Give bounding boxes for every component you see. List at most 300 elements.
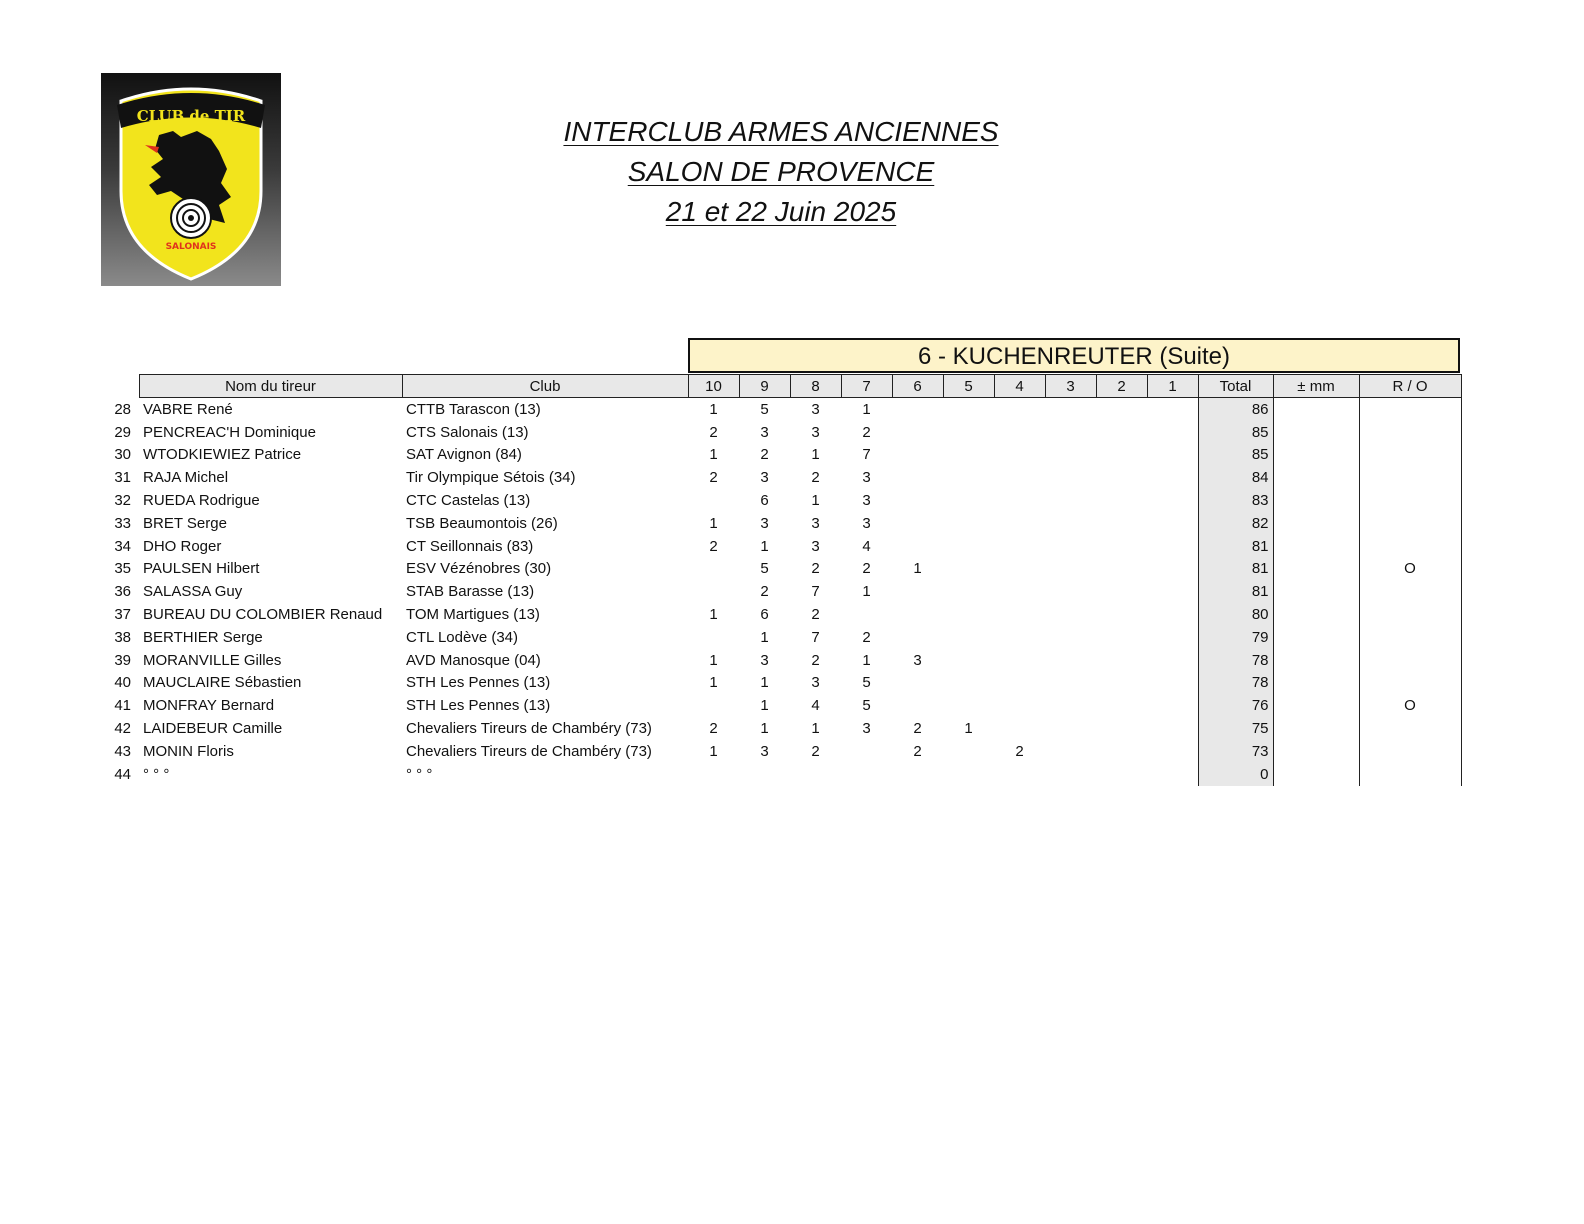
- club-cell: TSB Beaumontois (26): [406, 514, 558, 532]
- score-cell: [943, 421, 994, 444]
- score-cell: [1045, 512, 1096, 535]
- score-cell: [943, 740, 994, 763]
- score-cell: 4: [811, 697, 820, 715]
- score-cell: [1147, 398, 1198, 421]
- shooter-name-cell: PAULSEN Hilbert: [143, 560, 260, 578]
- score-cell: [892, 444, 943, 467]
- score-cell: [943, 466, 994, 489]
- club-cell: AVD Manosque (04): [406, 651, 541, 669]
- mm-cell: [1273, 466, 1359, 489]
- score-cell: 2: [811, 560, 820, 578]
- table-row: [108, 672, 1461, 695]
- score-cell: 1: [709, 606, 718, 624]
- ro-cell: [1359, 444, 1461, 467]
- ro-cell: [1359, 398, 1461, 421]
- results-table: [108, 374, 1462, 786]
- score-cell: 2: [709, 423, 718, 441]
- score-cell: [994, 466, 1045, 489]
- score-cell: 1: [760, 628, 769, 646]
- ro-cell: [1359, 740, 1461, 763]
- rank-cell: 28: [114, 400, 131, 418]
- ro-cell: [1359, 649, 1461, 672]
- score-1-header: 1: [1147, 375, 1198, 398]
- score-cell: [1045, 763, 1096, 786]
- mm-cell: [1273, 421, 1359, 444]
- score-cell: [994, 535, 1045, 558]
- score-cell: 1: [709, 674, 718, 692]
- club-cell: ° ° °: [406, 765, 433, 783]
- score-cell: 5: [862, 674, 871, 692]
- score-cell: [1096, 603, 1147, 626]
- score-cell: 1: [709, 514, 718, 532]
- score-cell: [841, 603, 892, 626]
- shooter-name-cell: DHO Roger: [143, 537, 222, 555]
- score-cell: [1147, 603, 1198, 626]
- score-cell: [994, 558, 1045, 581]
- score-cell: [1045, 740, 1096, 763]
- score-cell: 1: [760, 674, 769, 692]
- shooter-name-cell: MONIN Floris: [143, 742, 234, 760]
- total-cell: 81: [1198, 580, 1273, 603]
- score-cell: 1: [709, 742, 718, 760]
- shooter-name-cell: SALASSA Guy: [143, 583, 243, 601]
- score-cell: 1: [811, 446, 820, 464]
- title-line-1: INTERCLUB ARMES ANCIENNES: [563, 116, 999, 147]
- mm-cell: [1273, 740, 1359, 763]
- total-cell: 81: [1198, 558, 1273, 581]
- score-cell: 1: [964, 720, 973, 738]
- score-cell: [994, 603, 1045, 626]
- rank-cell: 29: [114, 423, 131, 441]
- club-cell: TOM Martigues (13): [406, 606, 540, 624]
- score-cell: [1096, 763, 1147, 786]
- score-cell: 1: [709, 400, 718, 418]
- score-cell: 1: [862, 651, 871, 669]
- table-row: [108, 444, 1461, 467]
- score-cell: 3: [760, 469, 769, 487]
- total-cell: 83: [1198, 489, 1273, 512]
- rank-header: [108, 375, 139, 398]
- shooter-name-cell: MONFRAY Bernard: [143, 697, 275, 715]
- score-6-header: 6: [892, 375, 943, 398]
- score-cell: [994, 672, 1045, 695]
- score-cell: [1045, 672, 1096, 695]
- shooter-name-cell: WTODKIEWIEZ Patrice: [143, 446, 302, 464]
- score-cell: 2: [811, 651, 820, 669]
- score-7-header: 7: [841, 375, 892, 398]
- shooter-name-cell: RAJA Michel: [143, 469, 229, 487]
- mm-cell: [1273, 580, 1359, 603]
- score-cell: [688, 626, 739, 649]
- total-cell: 82: [1198, 512, 1273, 535]
- total-cell: 78: [1198, 649, 1273, 672]
- score-cell: [1096, 649, 1147, 672]
- score-3-header: 3: [1045, 375, 1096, 398]
- score-cell: 4: [862, 537, 871, 555]
- score-cell: [1147, 580, 1198, 603]
- mm-cell: [1273, 717, 1359, 740]
- table-row: [108, 649, 1461, 672]
- logo-top-text: CLUB de TIR: [136, 107, 246, 125]
- score-cell: [943, 603, 994, 626]
- score-cell: 2: [709, 537, 718, 555]
- shooter-name-cell: BUREAU DU COLOMBIER Renaud: [143, 606, 383, 624]
- table-row: [108, 421, 1461, 444]
- score-cell: [1147, 535, 1198, 558]
- club-cell: CTC Castelas (13): [406, 492, 531, 510]
- table-header-row: [108, 375, 1461, 398]
- score-cell: 3: [760, 514, 769, 532]
- score-cell: 3: [811, 400, 820, 418]
- score-cell: [1147, 466, 1198, 489]
- score-cell: [1096, 694, 1147, 717]
- table-row: [108, 489, 1461, 512]
- total-cell: 73: [1198, 740, 1273, 763]
- score-cell: [943, 512, 994, 535]
- rank-cell: 30: [114, 446, 131, 464]
- score-cell: [1045, 694, 1096, 717]
- total-cell: 84: [1198, 466, 1273, 489]
- score-cell: [688, 763, 739, 786]
- score-cell: [892, 603, 943, 626]
- table-row: [108, 512, 1461, 535]
- score-cell: [994, 626, 1045, 649]
- score-cell: [1147, 694, 1198, 717]
- score-cell: [943, 444, 994, 467]
- shooter-name-cell: MORANVILLE Gilles: [143, 651, 282, 669]
- document-title: [481, 112, 1081, 232]
- name-header: Nom du tireur: [139, 375, 402, 398]
- mm-cell: [1273, 763, 1359, 786]
- score-cell: [943, 398, 994, 421]
- score-cell: [1096, 626, 1147, 649]
- score-cell: 3: [913, 651, 922, 669]
- shooter-name-cell: RUEDA Rodrigue: [143, 492, 260, 510]
- club-cell: SAT Avignon (84): [406, 446, 522, 464]
- mm-cell: [1273, 626, 1359, 649]
- score-cell: [1147, 717, 1198, 740]
- score-cell: [892, 763, 943, 786]
- score-cell: [841, 763, 892, 786]
- score-cell: 2: [811, 606, 820, 624]
- ro-cell: O: [1359, 694, 1461, 717]
- score-cell: [1096, 466, 1147, 489]
- score-cell: [1096, 740, 1147, 763]
- rank-cell: 37: [114, 606, 131, 624]
- score-cell: 3: [862, 469, 871, 487]
- results-body: [108, 398, 1461, 786]
- club-header: Club: [402, 375, 688, 398]
- score-cell: [1045, 489, 1096, 512]
- score-cell: [1096, 421, 1147, 444]
- rank-cell: 33: [114, 514, 131, 532]
- score-cell: 6: [760, 606, 769, 624]
- score-cell: 3: [862, 492, 871, 510]
- score-cell: [943, 580, 994, 603]
- rank-cell: 42: [114, 720, 131, 738]
- score-cell: [892, 398, 943, 421]
- score-cell: [1096, 535, 1147, 558]
- total-cell: 85: [1198, 444, 1273, 467]
- score-cell: [1096, 398, 1147, 421]
- table-row: [108, 580, 1461, 603]
- ro-cell: [1359, 603, 1461, 626]
- ro-cell: [1359, 489, 1461, 512]
- score-8-header: 8: [790, 375, 841, 398]
- table-row: [108, 603, 1461, 626]
- total-cell: 81: [1198, 535, 1273, 558]
- mm-header: ± mm: [1273, 375, 1359, 398]
- score-cell: [1045, 626, 1096, 649]
- total-cell: 75: [1198, 717, 1273, 740]
- score-cell: 2: [709, 720, 718, 738]
- score-cell: [1045, 535, 1096, 558]
- score-cell: [1096, 489, 1147, 512]
- score-cell: [1147, 558, 1198, 581]
- score-cell: [994, 421, 1045, 444]
- ro-cell: [1359, 512, 1461, 535]
- score-cell: [1147, 421, 1198, 444]
- score-cell: [1147, 672, 1198, 695]
- score-cell: [739, 763, 790, 786]
- title-line-2: SALON DE PROVENCE: [627, 156, 935, 187]
- score-cell: [892, 672, 943, 695]
- mm-cell: [1273, 649, 1359, 672]
- shooter-name-cell: PENCREAC'H Dominique: [143, 423, 316, 441]
- score-cell: [1147, 444, 1198, 467]
- score-cell: 5: [862, 697, 871, 715]
- club-cell: STAB Barasse (13): [406, 583, 535, 601]
- score-cell: [688, 580, 739, 603]
- table-row: [108, 763, 1461, 786]
- table-row: [108, 466, 1461, 489]
- score-cell: 2: [760, 446, 769, 464]
- score-cell: 2: [862, 560, 871, 578]
- club-cell: Chevaliers Tireurs de Chambéry (73): [406, 742, 652, 760]
- ro-cell: [1359, 421, 1461, 444]
- score-cell: 6: [760, 492, 769, 510]
- score-cell: [1045, 421, 1096, 444]
- score-cell: [994, 489, 1045, 512]
- score-10-header: 10: [688, 375, 739, 398]
- score-5-header: 5: [943, 375, 994, 398]
- logo-bottom-text: SALONAIS: [165, 242, 217, 252]
- score-cell: 3: [760, 651, 769, 669]
- club-cell: Tir Olympique Sétois (34): [406, 469, 576, 487]
- score-cell: 3: [862, 514, 871, 532]
- score-cell: [994, 694, 1045, 717]
- score-cell: 3: [862, 720, 871, 738]
- score-cell: [994, 512, 1045, 535]
- shooter-name-cell: BERTHIER Serge: [143, 628, 263, 646]
- table-row: [108, 398, 1461, 421]
- shooter-name-cell: LAIDEBEUR Camille: [143, 720, 283, 738]
- rank-cell: 40: [114, 674, 131, 692]
- club-logo: [101, 73, 281, 286]
- rank-cell: 32: [114, 492, 131, 510]
- score-cell: [1045, 717, 1096, 740]
- score-cell: 3: [811, 423, 820, 441]
- score-cell: [943, 763, 994, 786]
- rank-cell: 34: [114, 537, 131, 555]
- score-cell: 1: [862, 583, 871, 601]
- score-cell: [892, 421, 943, 444]
- table-row: [108, 558, 1461, 581]
- score-cell: 1: [760, 537, 769, 555]
- mm-cell: [1273, 398, 1359, 421]
- score-9-header: 9: [739, 375, 790, 398]
- ro-cell: [1359, 717, 1461, 740]
- total-cell: 76: [1198, 694, 1273, 717]
- club-cell: CTTB Tarascon (13): [406, 400, 541, 418]
- score-cell: [943, 626, 994, 649]
- total-cell: 80: [1198, 603, 1273, 626]
- score-cell: [892, 466, 943, 489]
- score-cell: [1045, 466, 1096, 489]
- score-4-header: 4: [994, 375, 1045, 398]
- score-cell: [994, 763, 1045, 786]
- total-cell: 0: [1198, 763, 1273, 786]
- score-cell: [790, 763, 841, 786]
- score-cell: [994, 444, 1045, 467]
- score-cell: 7: [811, 583, 820, 601]
- score-cell: [994, 649, 1045, 672]
- score-cell: [892, 626, 943, 649]
- total-header: Total: [1198, 375, 1273, 398]
- rank-cell: 35: [114, 560, 131, 578]
- score-cell: [892, 512, 943, 535]
- score-cell: [688, 694, 739, 717]
- rank-cell: 31: [114, 469, 131, 487]
- score-cell: [688, 489, 739, 512]
- score-cell: 1: [760, 720, 769, 738]
- score-cell: 2: [913, 720, 922, 738]
- mm-cell: [1273, 489, 1359, 512]
- total-cell: 79: [1198, 626, 1273, 649]
- score-cell: [943, 672, 994, 695]
- mm-cell: [1273, 603, 1359, 626]
- score-cell: [1096, 580, 1147, 603]
- table-row: [108, 694, 1461, 717]
- ro-cell: [1359, 535, 1461, 558]
- score-cell: 7: [811, 628, 820, 646]
- score-cell: 2: [913, 742, 922, 760]
- score-cell: [1045, 444, 1096, 467]
- score-cell: [892, 580, 943, 603]
- score-cell: [994, 580, 1045, 603]
- score-cell: [1096, 558, 1147, 581]
- mm-cell: [1273, 444, 1359, 467]
- score-cell: [943, 535, 994, 558]
- score-cell: 2: [862, 628, 871, 646]
- table-row: [108, 535, 1461, 558]
- score-2-header: 2: [1096, 375, 1147, 398]
- score-cell: [1045, 580, 1096, 603]
- score-cell: 3: [760, 742, 769, 760]
- score-cell: [1147, 489, 1198, 512]
- score-cell: 1: [913, 560, 922, 578]
- score-cell: 2: [862, 423, 871, 441]
- club-cell: Chevaliers Tireurs de Chambéry (73): [406, 720, 652, 738]
- rank-cell: 39: [114, 651, 131, 669]
- score-cell: 3: [760, 423, 769, 441]
- score-cell: 3: [811, 537, 820, 555]
- score-cell: [1096, 717, 1147, 740]
- score-cell: [892, 489, 943, 512]
- score-cell: 2: [760, 583, 769, 601]
- score-cell: [943, 489, 994, 512]
- score-cell: 1: [709, 446, 718, 464]
- score-cell: 1: [709, 651, 718, 669]
- club-cell: ESV Vézénobres (30): [406, 560, 552, 578]
- title-line-3: 21 et 22 Juin 2025: [665, 196, 897, 227]
- score-cell: 3: [811, 514, 820, 532]
- score-cell: [1096, 512, 1147, 535]
- mm-cell: [1273, 558, 1359, 581]
- score-cell: [1147, 649, 1198, 672]
- table-row: [108, 740, 1461, 763]
- club-cell: STH Les Pennes (13): [406, 697, 551, 715]
- score-cell: 3: [811, 674, 820, 692]
- total-cell: 78: [1198, 672, 1273, 695]
- club-cell: CTL Lodève (34): [406, 628, 519, 646]
- score-cell: 2: [1015, 742, 1024, 760]
- club-cell: CT Seillonnais (83): [406, 537, 534, 555]
- mm-cell: [1273, 512, 1359, 535]
- table-row: [108, 626, 1461, 649]
- score-cell: 1: [811, 492, 820, 510]
- rank-cell: 44: [114, 765, 131, 783]
- score-cell: 1: [760, 697, 769, 715]
- score-cell: 7: [862, 446, 871, 464]
- score-cell: 2: [811, 469, 820, 487]
- mm-cell: [1273, 672, 1359, 695]
- total-cell: 85: [1198, 421, 1273, 444]
- score-cell: [1147, 740, 1198, 763]
- score-cell: 1: [862, 400, 871, 418]
- rank-cell: 43: [114, 742, 131, 760]
- ro-cell: [1359, 466, 1461, 489]
- ro-cell: [1359, 580, 1461, 603]
- score-cell: [1045, 558, 1096, 581]
- ro-cell: [1359, 672, 1461, 695]
- score-cell: [892, 535, 943, 558]
- ro-header: R / O: [1359, 375, 1461, 398]
- score-cell: [1045, 649, 1096, 672]
- mm-cell: [1273, 694, 1359, 717]
- score-cell: [1147, 626, 1198, 649]
- score-cell: 5: [760, 560, 769, 578]
- score-cell: [994, 717, 1045, 740]
- shooter-name-cell: VABRE René: [143, 400, 233, 418]
- score-cell: [892, 694, 943, 717]
- club-cell: STH Les Pennes (13): [406, 674, 551, 692]
- mm-cell: [1273, 535, 1359, 558]
- ro-cell: [1359, 626, 1461, 649]
- score-cell: [1045, 398, 1096, 421]
- section-banner: 6 - KUCHENREUTER (Suite): [688, 338, 1460, 373]
- ro-cell: O: [1359, 558, 1461, 581]
- score-cell: [688, 558, 739, 581]
- score-cell: [1147, 763, 1198, 786]
- score-cell: 5: [760, 400, 769, 418]
- score-cell: 1: [811, 720, 820, 738]
- shooter-name-cell: MAUCLAIRE Sébastien: [143, 674, 302, 692]
- rank-cell: 36: [114, 583, 131, 601]
- club-cell: CTS Salonais (13): [406, 423, 529, 441]
- score-cell: 2: [709, 469, 718, 487]
- score-cell: [994, 398, 1045, 421]
